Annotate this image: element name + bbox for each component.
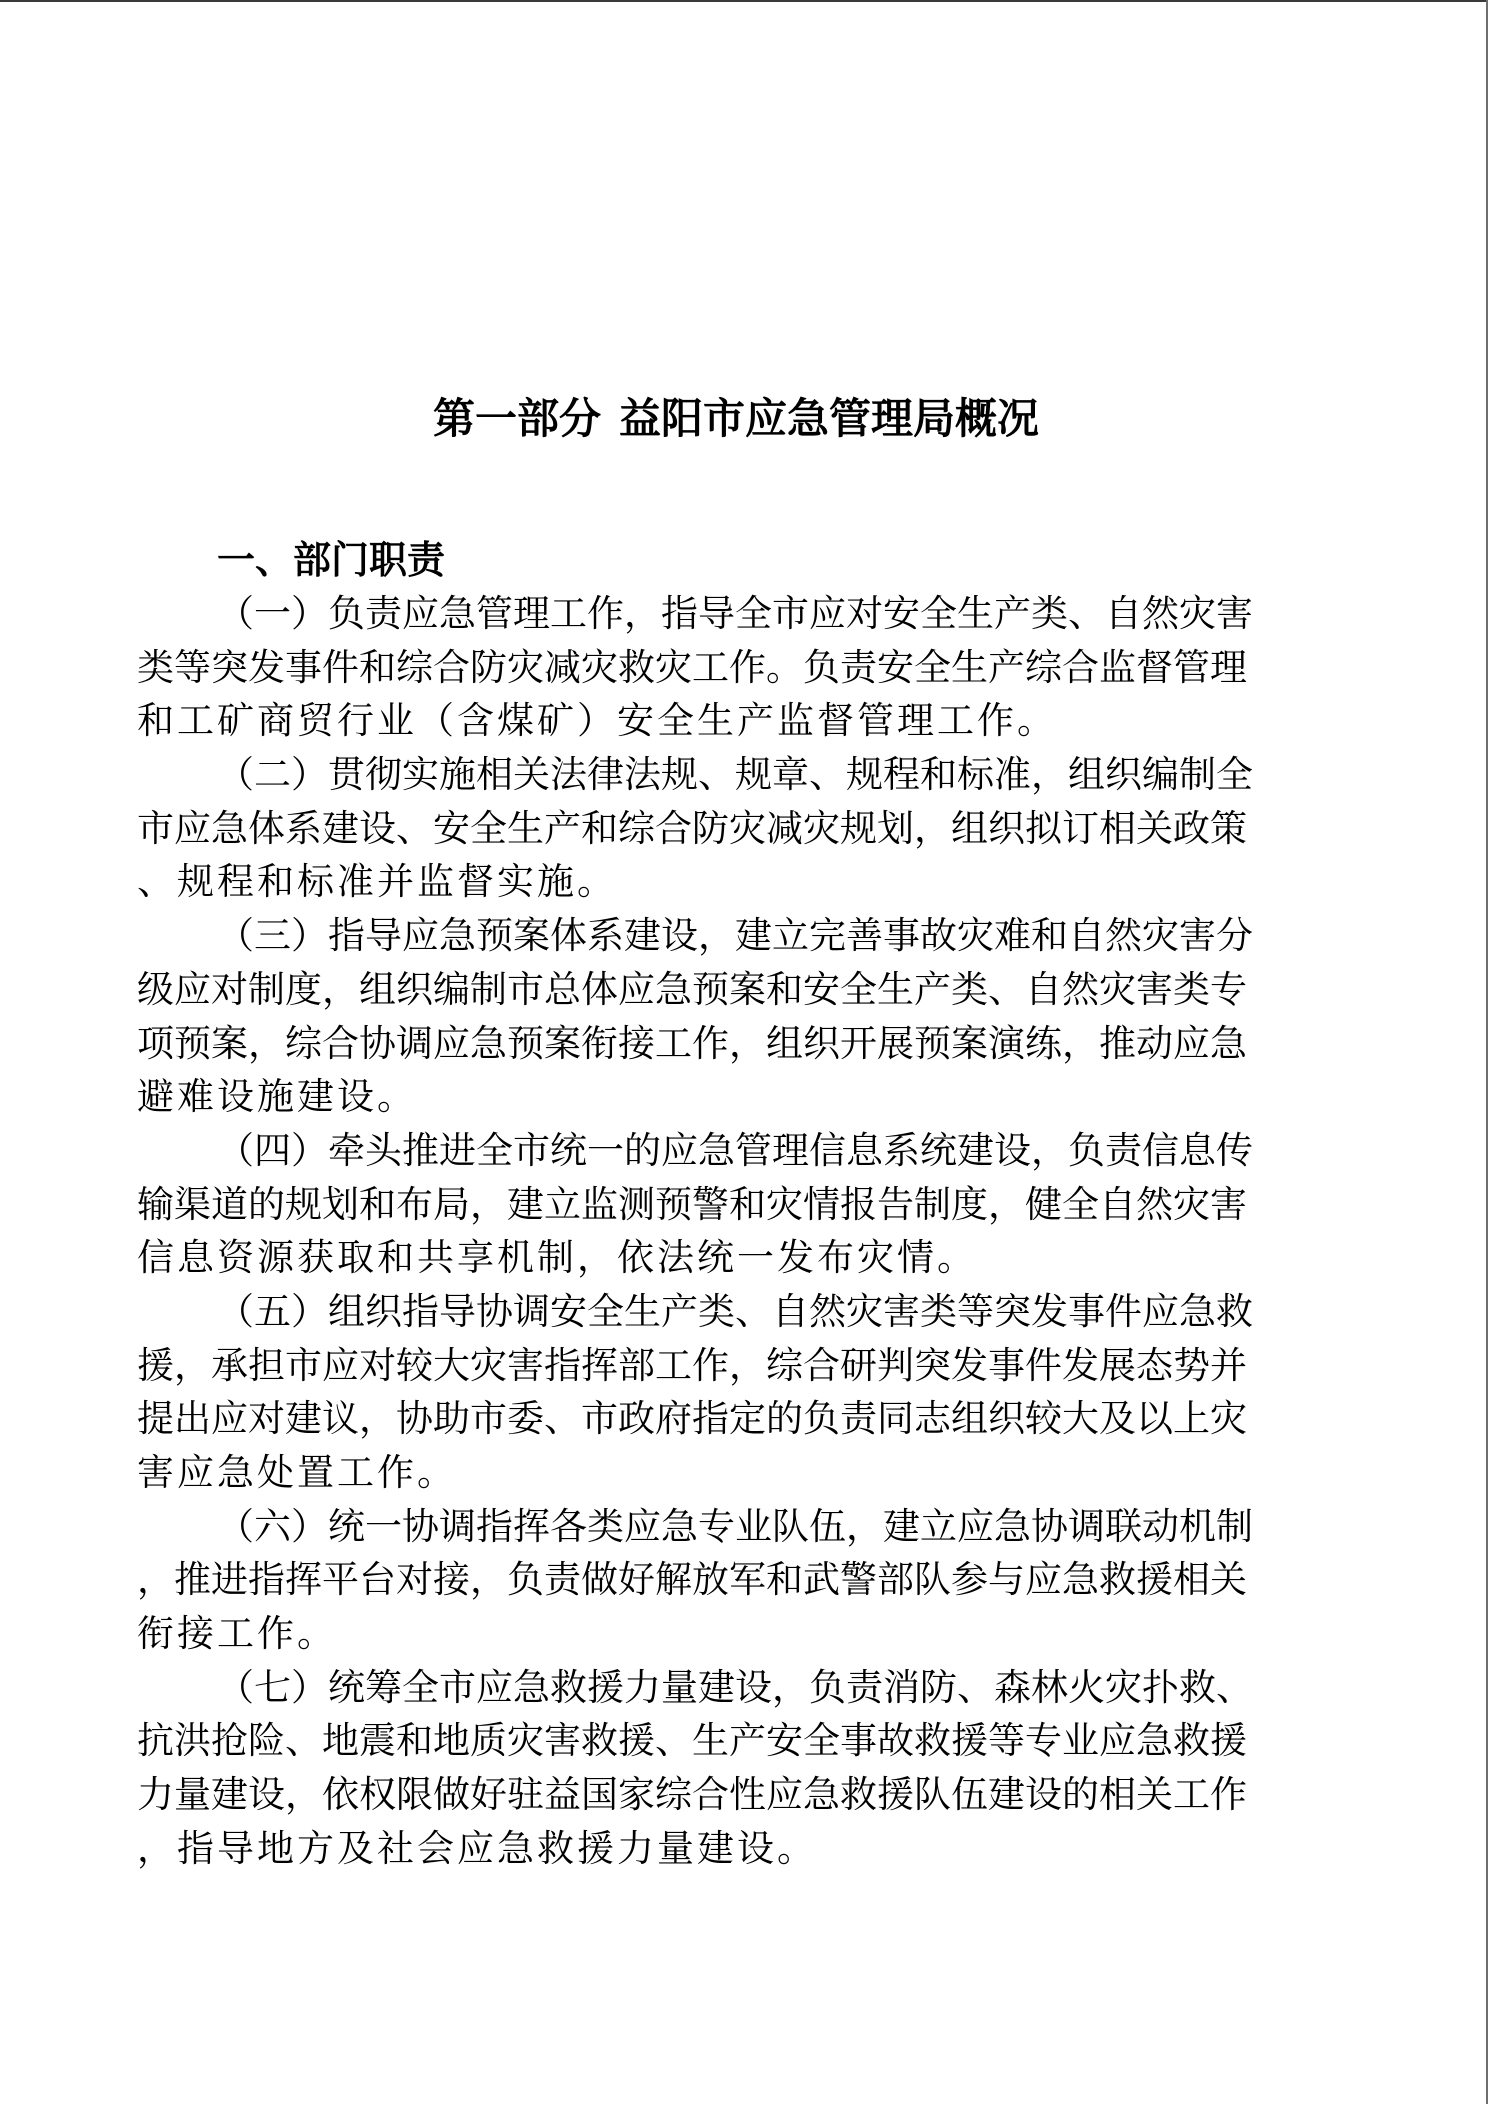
section-heading: 一、部门职责 [217, 540, 446, 582]
paragraph-line: 项预案，综合协调应急预案衔接工作，组织开展预案演练，推动应急 [137, 1023, 1247, 1065]
top-border-line [0, 0, 1488, 2]
paragraph-line: 衔接工作。 [137, 1614, 337, 1656]
document-body [137, 588, 1335, 1877]
paragraph-line: （五）组织指导协调安全生产类、自然灾害类等突发事件应急救 [217, 1291, 1253, 1333]
paragraph-5 [137, 1286, 1335, 1501]
paragraph-line: 抗洪抢险、地震和地质灾害救援、生产安全事故救援等专业应急救援 [137, 1721, 1247, 1763]
paragraph-line: 输渠道的规划和布局，建立监测预警和灾情报告制度，健全自然灾害 [137, 1184, 1247, 1226]
paragraph-line: 害应急处置工作。 [137, 1453, 457, 1494]
paragraph-line: ，推进指挥平台对接，负责做好解放军和武警部队参与应急救援相关 [137, 1560, 1247, 1602]
paragraph-line: 、规程和标准并监督实施。 [137, 862, 617, 904]
paragraph-line: 提出应对建议，协助市委、市政府指定的负责同志组织较大及以上灾 [137, 1399, 1247, 1441]
paragraph-line: 援，承担市应对较大灾害指挥部工作，综合研判突发事件发展态势并 [137, 1345, 1247, 1387]
paragraph-1 [137, 588, 1335, 749]
paragraph-line: 和工矿商贸行业（含煤矿）安全生产监督管理工作。 [137, 701, 1057, 743]
paragraph-line: 力量建设，依权限做好驻益国家综合性应急救援队伍建设的相关工作 [137, 1775, 1247, 1817]
title-part: 第一部分 [432, 397, 601, 443]
page-title [137, 392, 1335, 448]
paragraph-6 [137, 1501, 1335, 1662]
paragraph-line: （四）牵头推进全市统一的应急管理信息系统建设，负责信息传 [217, 1130, 1253, 1172]
paragraph-4 [137, 1125, 1335, 1286]
paragraph-line: ，指导地方及社会应急救援力量建设。 [137, 1828, 817, 1870]
paragraph-line: （三）指导应急预案体系建设，建立完善事故灾难和自然灾害分 [217, 916, 1253, 958]
paragraph-line: （七）统筹全市应急救援力量建设，负责消防、森林火灾扑救、 [217, 1667, 1253, 1709]
paragraph-line: 级应对制度，组织编制市总体应急预案和安全生产类、自然灾害类专 [137, 969, 1247, 1011]
paragraph-line: 市应急体系建设、安全生产和综合防灾减灾规划，组织拟订相关政策 [137, 808, 1247, 850]
paragraph-3 [137, 910, 1335, 1125]
paragraph-7 [137, 1662, 1335, 1877]
paragraph-line: （二）贯彻实施相关法律法规、规章、规程和标准，组织编制全 [217, 755, 1253, 797]
paragraph-line: 信息资源获取和共享机制，依法统一发布灾情。 [137, 1238, 977, 1280]
paragraph-line: （一）负责应急管理工作，指导全市应对安全生产类、自然灾害 [217, 594, 1253, 635]
paragraph-line: （六）统一协调指挥各类应急专业队伍，建立应急协调联动机制 [217, 1506, 1253, 1548]
paragraph-line: 避难设施建设。 [137, 1077, 417, 1119]
paragraph-2 [137, 749, 1335, 910]
paragraph-line: 类等突发事件和综合防灾减灾救灾工作。负责安全生产综合监督管理 [137, 647, 1247, 689]
title-name: 益阳市应急管理局概况 [619, 397, 1040, 443]
